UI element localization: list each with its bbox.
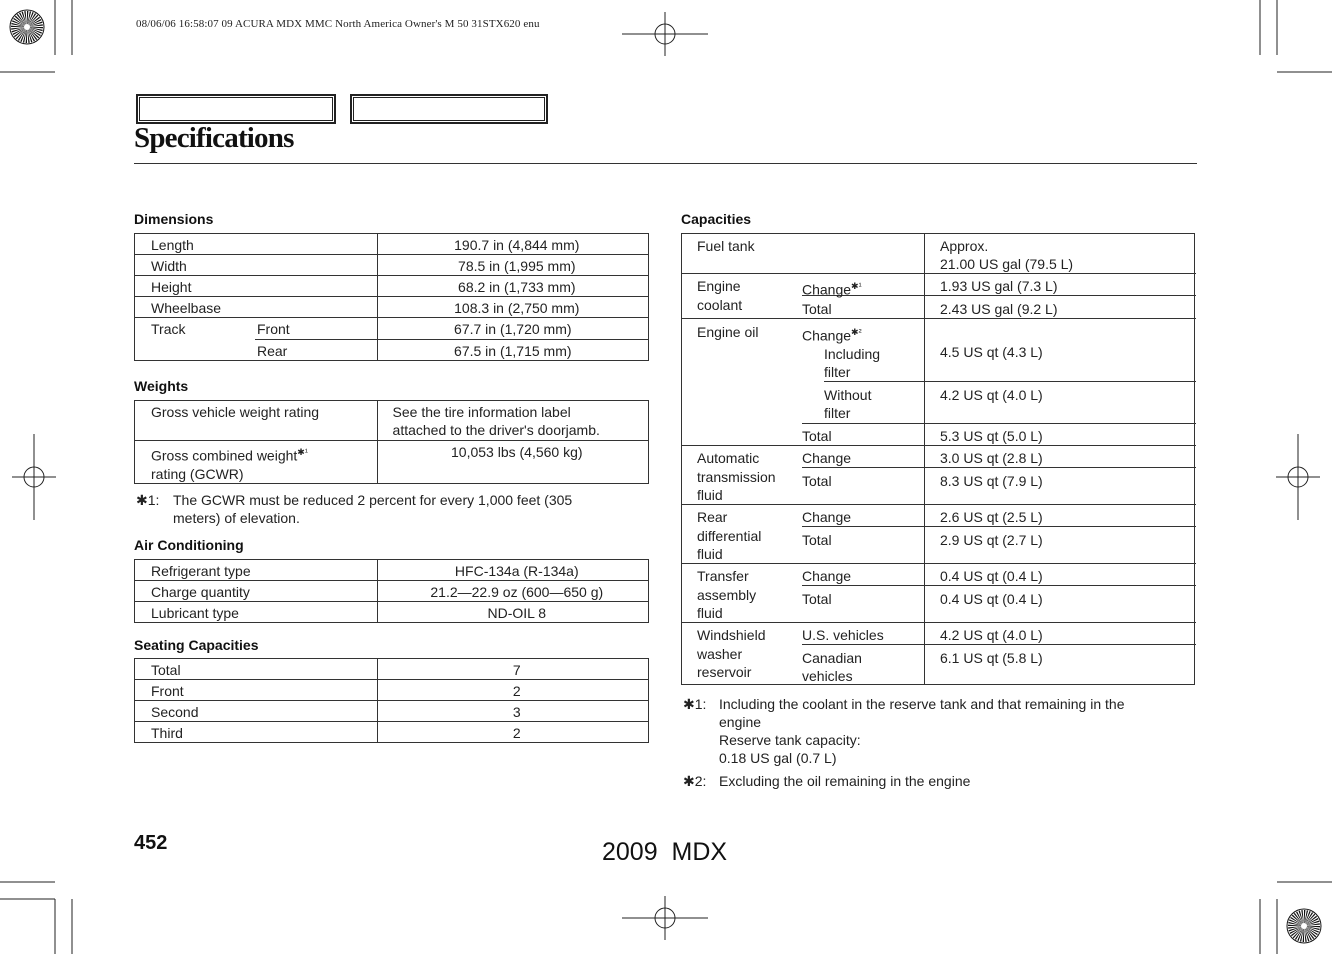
table-row [135, 318, 649, 361]
dim-label: Height [135, 276, 378, 297]
page-title: Specifications [134, 122, 294, 154]
gvwr-value-line: See the tire information label [392, 404, 571, 420]
table-row [135, 680, 649, 701]
coolant-label-line: Engine [697, 278, 741, 294]
gvwr-label: Gross vehicle weight rating [135, 401, 378, 441]
page-number: 452 [134, 832, 168, 854]
oil-total-label: Total [802, 428, 832, 444]
washer-us-value: 4.2 US qt (4.0 L) [940, 627, 1043, 643]
capacities-heading: Capacities [681, 211, 752, 227]
coolant-label-line: coolant [697, 297, 743, 313]
track-front-value: 67.7 in (1,720 mm) [454, 321, 572, 337]
transfer-label-line: assembly [697, 587, 757, 603]
capacities-table [681, 233, 1196, 686]
rear-label-line: differential [697, 528, 762, 544]
dim-value: 190.7 in (4,844 mm) [377, 234, 648, 255]
gcwr-label [135, 441, 378, 484]
dim-label: Wheelbase [135, 297, 378, 318]
coolant-total-label: Total [802, 301, 832, 317]
capacities-footnote-2 [683, 772, 1198, 790]
gcwr-label-line: Gross combined weight [151, 447, 298, 464]
seat-label: Total [135, 659, 378, 680]
track-label: Track [151, 321, 186, 337]
air-conditioning-table [134, 559, 649, 623]
gcwr-value: 10,053 lbs (4,560 kg) [377, 441, 648, 484]
ac-value: HFC-134a (R-134a) [377, 560, 648, 581]
coolant-total-value: 2.43 US gal (9.2 L) [940, 301, 1058, 317]
ac-value: 21.2—22.9 oz (600—650 g) [377, 581, 648, 602]
footnote-line: Excluding the oil remaining in the engine [719, 773, 971, 789]
transfer-change-label: Change [802, 568, 852, 584]
seat-value: 2 [377, 722, 648, 743]
gcwr-label-line: rating (GCWR) [151, 465, 244, 482]
header-tab-box-right [350, 94, 548, 124]
dim-label: Width [135, 255, 378, 276]
header-tab-box-left [136, 94, 336, 124]
track-values [377, 318, 648, 361]
weights-footnote [136, 491, 651, 527]
seating-table [134, 658, 649, 743]
table-row [135, 255, 649, 276]
gvwr-value-line: attached to the driver's doorjamb. [392, 422, 600, 438]
gvwr-value [377, 401, 648, 441]
atf-change-label: Change [802, 450, 852, 466]
seat-value: 2 [377, 680, 648, 701]
washer-label-line: Windshield [697, 627, 766, 643]
table-row [135, 560, 649, 581]
fuel-value-line: 21.00 US gal (79.5 L) [940, 256, 1074, 272]
dimensions-table [134, 233, 649, 361]
atf-label-line: Automatic [697, 450, 760, 466]
seat-label: Second [135, 701, 378, 722]
footnote-marker: ✱1: [136, 492, 160, 508]
atf-change-value: 3.0 US qt (2.8 L) [940, 450, 1043, 466]
dim-value: 78.5 in (1,995 mm) [377, 255, 648, 276]
registration-starburst-icon [1287, 909, 1321, 943]
coolant-change-value: 1.93 US gal (7.3 L) [940, 278, 1058, 294]
transfer-change-value: 0.4 US qt (0.4 L) [940, 568, 1043, 584]
seat-label: Front [135, 680, 378, 701]
rear-label-line: Rear [697, 509, 728, 525]
oil-incl-line: Including [824, 346, 881, 362]
table-row [135, 401, 649, 441]
footnote-marker: ✱¹ [851, 281, 862, 291]
oil-without-line: filter [824, 405, 851, 421]
oil-incl-line: filter [824, 364, 851, 380]
oil-total-value: 5.3 US qt (5.0 L) [940, 428, 1043, 444]
footnote-marker: ✱² [851, 327, 862, 337]
oil-without-line: Without [824, 387, 872, 403]
track-cell [135, 318, 378, 361]
table-row [135, 722, 649, 743]
print-metadata-line: 08/06/06 16:58:07 09 ACURA MDX MMC North America Owner's M 50 31STX620 enu [136, 18, 540, 30]
rear-label-line: fluid [697, 546, 723, 562]
table-row [135, 581, 649, 602]
dimensions-heading: Dimensions [134, 211, 214, 227]
coolant-change-label: Change [802, 281, 852, 298]
washer-ca-line: vehicles [802, 668, 853, 684]
transfer-total-label: Total [802, 591, 832, 607]
ac-label: Refrigerant type [135, 560, 378, 581]
seat-value: 7 [377, 659, 648, 680]
rear-total-label: Total [802, 532, 832, 548]
footer-model: 2009 MDX [602, 838, 728, 866]
footnote-line: 0.18 US gal (0.7 L) [719, 750, 837, 766]
air-conditioning-heading: Air Conditioning [134, 537, 244, 553]
dim-label: Length [135, 234, 378, 255]
table-row [135, 701, 649, 722]
capacities-footnote-1 [683, 695, 1198, 767]
footnote-line: engine [719, 714, 762, 730]
oil-label: Engine oil [697, 324, 759, 340]
rear-change-label: Change [802, 509, 852, 525]
rear-change-value: 2.6 US qt (2.5 L) [940, 509, 1043, 525]
fuel-value-line: Approx. [940, 238, 989, 254]
dim-value: 108.3 in (2,750 mm) [377, 297, 648, 318]
table-row [135, 659, 649, 680]
track-front-label: Front [257, 321, 290, 337]
footnote-line: The GCWR must be reduced 2 percent for every 1,000 feet (305 [173, 492, 573, 508]
footnote-marker: ✱2: [683, 773, 707, 789]
atf-total-label: Total [802, 473, 832, 489]
title-rule [134, 163, 1197, 164]
dim-value: 68.2 in (1,733 mm) [377, 276, 648, 297]
transfer-label-line: fluid [697, 605, 723, 621]
washer-ca-line: Canadian [802, 650, 862, 666]
table-row [135, 234, 649, 255]
washer-label-line: reservoir [697, 664, 752, 680]
ac-value: ND-OIL 8 [377, 602, 648, 623]
footnote-marker: ✱¹ [297, 447, 308, 457]
table-row [135, 602, 649, 623]
transfer-total-value: 0.4 US qt (0.4 L) [940, 591, 1043, 607]
seating-heading: Seating Capacities [134, 637, 259, 653]
atf-label-line: transmission [697, 469, 776, 485]
ac-label: Lubricant type [135, 602, 378, 623]
seat-value: 3 [377, 701, 648, 722]
washer-label-line: washer [697, 646, 743, 662]
transfer-label-line: Transfer [697, 568, 749, 584]
registration-starburst-icon [10, 10, 44, 44]
oil-change-label: Change [802, 327, 852, 344]
ac-label: Charge quantity [135, 581, 378, 602]
rear-total-value: 2.9 US qt (2.7 L) [940, 532, 1043, 548]
fuel-label: Fuel tank [697, 238, 755, 254]
table-row [135, 441, 649, 484]
footnote-line: Including the coolant in the reserve tank and that remaining in the [719, 696, 1125, 712]
track-rear-label: Rear [257, 343, 288, 359]
seat-label: Third [135, 722, 378, 743]
track-rear-value: 67.5 in (1,715 mm) [454, 343, 572, 359]
washer-ca-value: 6.1 US qt (5.8 L) [940, 650, 1043, 666]
weights-heading: Weights [134, 378, 189, 394]
footnote-line: meters) of elevation. [173, 510, 300, 526]
washer-us-label: U.S. vehicles [802, 627, 884, 643]
oil-incl-value: 4.5 US qt (4.3 L) [940, 344, 1043, 360]
footnote-marker: ✱1: [683, 696, 707, 712]
atf-total-value: 8.3 US qt (7.9 L) [940, 473, 1043, 489]
table-row [135, 276, 649, 297]
footnote-line: Reserve tank capacity: [719, 732, 861, 748]
weights-table [134, 400, 649, 484]
table-row [135, 297, 649, 318]
atf-label-line: fluid [697, 487, 723, 503]
oil-without-value: 4.2 US qt (4.0 L) [940, 387, 1043, 403]
